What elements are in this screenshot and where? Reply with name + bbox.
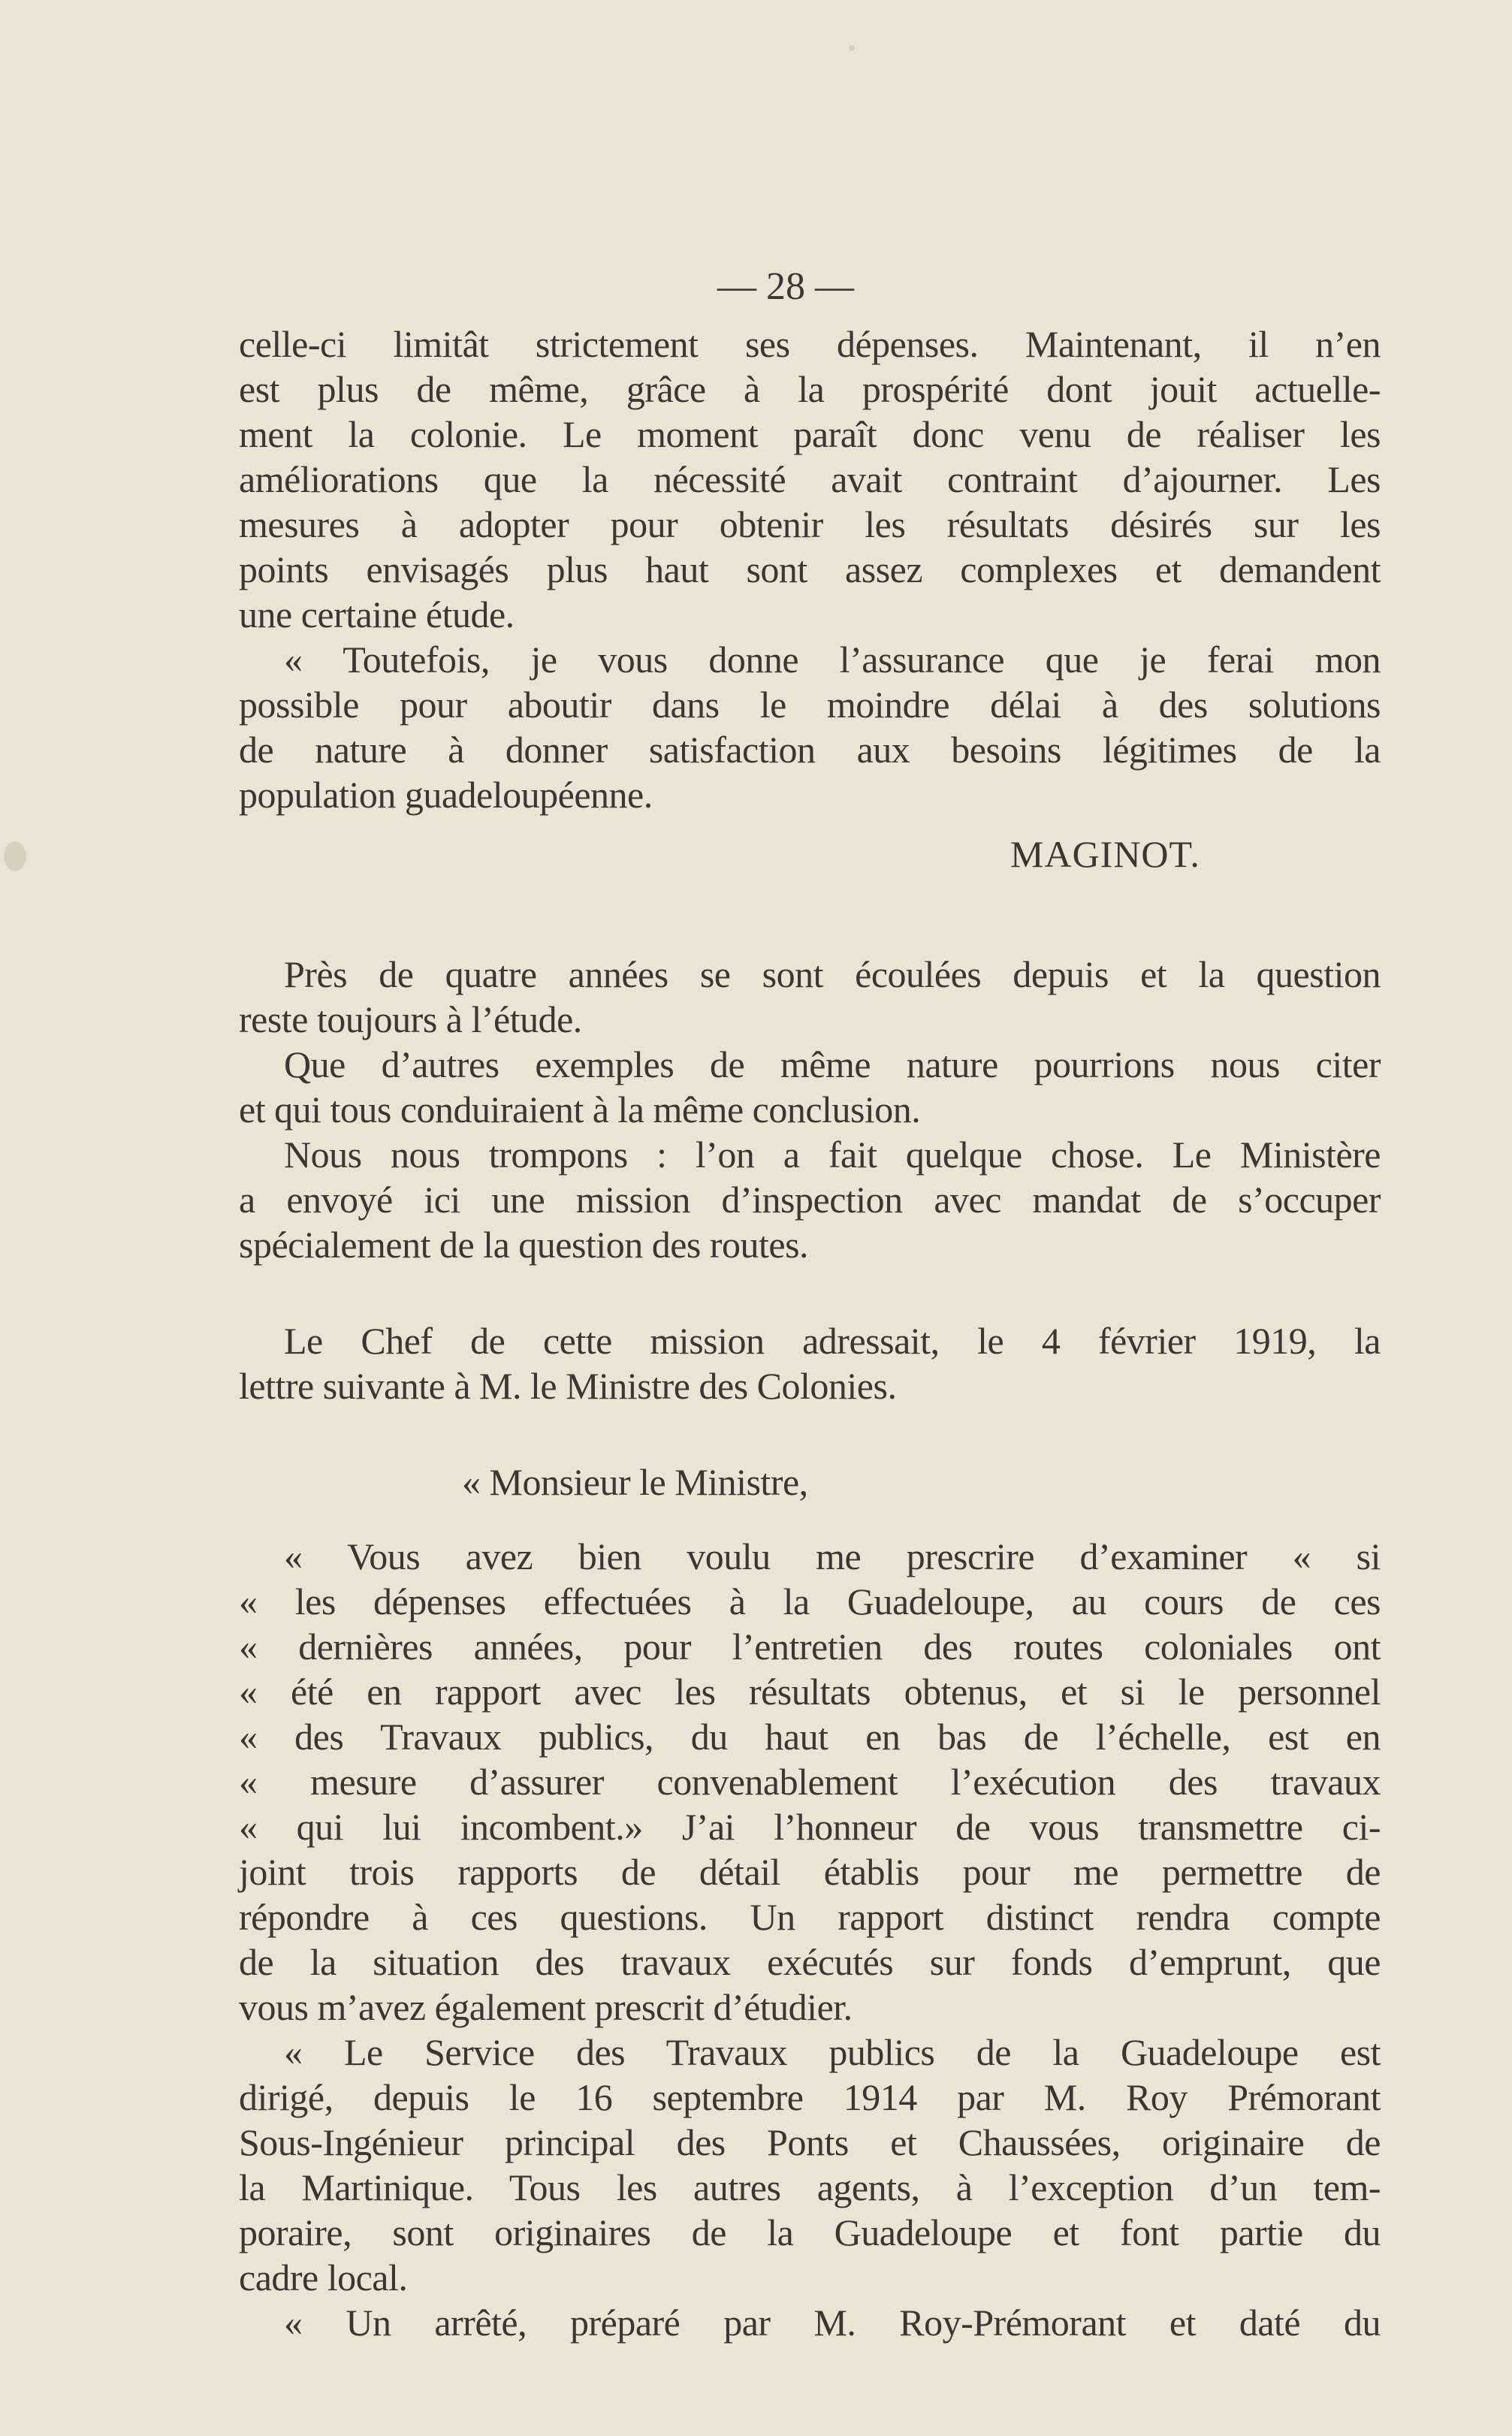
text-line: « les dépenses effectuées à la Guadeloupe, au cours de ces [239, 1580, 1381, 1622]
text-line: « Toutefois, je vous donne l’assurance que je ferai mon [284, 638, 1381, 681]
text-line: « dernières années, pour l’entretien des routes coloniales ont [239, 1626, 1381, 1668]
text-line: est plus de même, grâce à la prospérité dont jouit actuelle- [239, 368, 1381, 410]
letter-salutation: « Monsieur le Ministre, [462, 1461, 808, 1503]
text-line: « été en rapport avec les résultats obtenus, et si le personnel [239, 1671, 1381, 1713]
text-line: poraire, sont originaires de la Guadeloupe et font partie du [239, 2211, 1381, 2253]
text-line: Sous-Ingénieur principal des Ponts et Chaussées, originaire de [239, 2121, 1381, 2163]
text-line: répondre à ces questions. Un rapport distinct rendra compte [239, 1896, 1381, 1938]
text-line: spécialement de la question des routes. [239, 1224, 809, 1266]
text-line: une certaine étude. [239, 593, 515, 635]
paper-speck [849, 45, 855, 51]
text-line: Nous nous trompons : l’on a fait quelque chose. Le Ministère [284, 1133, 1381, 1176]
text-line: « des Travaux publics, du haut en bas de l’échelle, est en [239, 1716, 1381, 1758]
text-line: ment la colonie. Le moment paraît donc venu de réaliser les [239, 413, 1381, 455]
text-line: Le Chef de cette mission adressait, le 4 février 1919, la [284, 1320, 1381, 1362]
text-line: « Un arrêté, préparé par M. Roy-Prémorant et daté du [284, 2302, 1381, 2344]
text-line: « Le Service des Travaux publics de la Guadeloupe est [284, 2031, 1381, 2073]
signature: MAGINOT. [1010, 833, 1200, 875]
text-line: mesures à adopter pour obtenir les résultats désirés sur les [239, 503, 1381, 545]
text-line: reste toujours à l’étude. [239, 998, 582, 1040]
text-line: cadre local. [239, 2256, 408, 2299]
text-line: de la situation des travaux exécutés sur fonds d’emprunt, que [239, 1941, 1381, 1983]
text-line: « mesure d’assurer convenablement l’exécution des travaux [239, 1761, 1381, 1803]
text-line: dirigé, depuis le 16 septembre 1914 par M. Roy Prémorant [239, 2076, 1381, 2118]
text-line: possible pour aboutir dans le moindre délai à des solutions [239, 684, 1381, 726]
text-line: et qui tous conduiraient à la même conclusion. [239, 1088, 921, 1130]
text-line: celle-ci limitât strictement ses dépenses. Maintenant, il n’en [239, 323, 1381, 365]
text-line: points envisagés plus haut sont assez complexes et demandent [239, 548, 1381, 590]
text-line: la Martinique. Tous les autres agents, à l’exception d’un tem- [239, 2166, 1381, 2208]
text-line: a envoyé ici une mission d’inspection avec mandat de s’occuper [239, 1179, 1381, 1221]
page-number: — 28 — [717, 265, 854, 308]
text-line: « Vous avez bien voulu me prescrire d’examiner « si [284, 1535, 1381, 1577]
text-line: lettre suivante à M. le Ministre des Colonies. [239, 1365, 897, 1407]
text-line: « qui lui incombent.» J’ai l’honneur de vous transmettre ci- [239, 1806, 1381, 1848]
text-line: Que d’autres exemples de même nature pourrions nous citer [284, 1043, 1381, 1085]
text-line: vous m’avez également prescrit d’étudier. [239, 1986, 853, 2028]
text-line: population guadeloupéenne. [239, 774, 653, 816]
text-line: de nature à donner satisfaction aux besoins légitimes de la [239, 729, 1381, 771]
text-line: joint trois rapports de détail établis pour me permettre de [239, 1851, 1381, 1893]
text-line: Près de quatre années se sont écoulées depuis et la question [284, 953, 1381, 995]
paper-stain [4, 841, 26, 871]
text-line: améliorations que la nécessité avait contraint d’ajourner. Les [239, 458, 1381, 500]
